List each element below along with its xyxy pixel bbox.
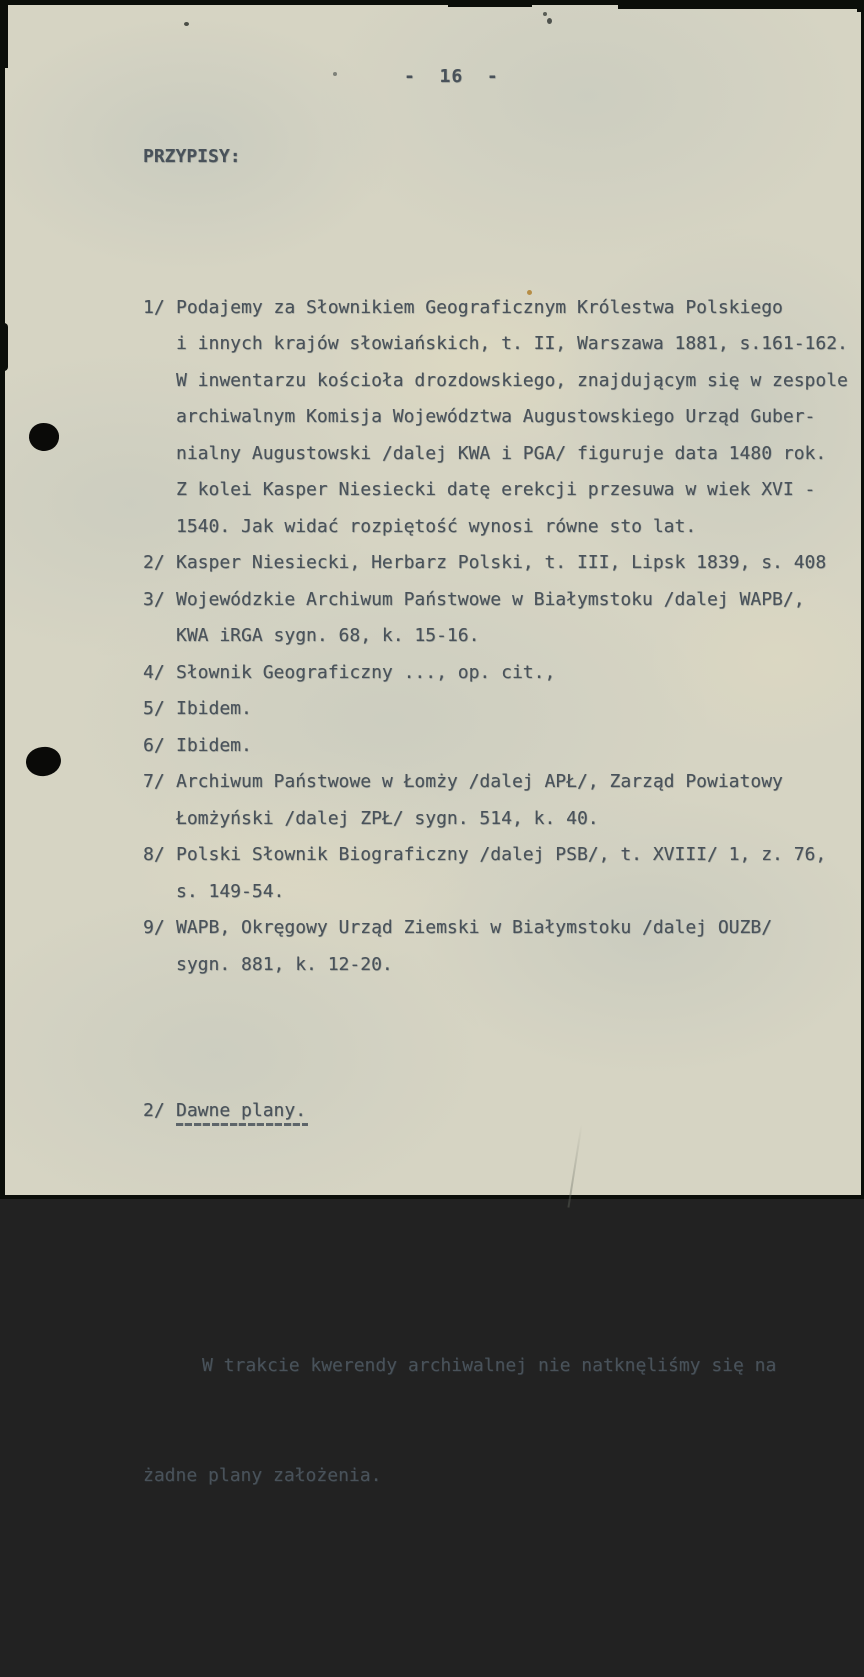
punch-hole (25, 745, 63, 777)
footnote (143, 837, 855, 910)
footnote-text (176, 691, 855, 728)
footnote-text (176, 910, 855, 983)
page-number: - 16 - (404, 66, 499, 87)
footnote (143, 691, 855, 728)
footnotes-heading: PRZYPISY: (143, 146, 241, 167)
footnote (143, 728, 855, 765)
section-number: 2/ (143, 1099, 165, 1121)
scan-edge-right-top (857, 0, 864, 12)
footnote-number: 4/ (143, 661, 165, 683)
footnote-line: Wojewódzkie Archiwum Państwowe w Białymstoku /dalej WAPB/, (176, 588, 805, 610)
section-title: Dawne plany. (176, 1099, 307, 1121)
footnote-text (176, 837, 855, 910)
footnote-line: archiwalnym Komisja Województwa Augustowskiego Urząd Guber- (176, 406, 816, 427)
footnote-text (176, 582, 855, 655)
footnote (143, 910, 855, 983)
footnote (143, 545, 855, 582)
paper-speck (543, 12, 547, 16)
footnote-line: Kasper Niesiecki, Herbarz Polski, t. III, Lipsk 1839, s. 408 (176, 552, 827, 573)
footnote-list (143, 290, 855, 984)
scan-edge-top-right (618, 0, 864, 9)
footnote-line: Ibidem. (176, 734, 252, 756)
footnote (143, 290, 855, 546)
footnote (143, 655, 855, 692)
footnote-line: 1540. Jak widać rozpiętość wynosi równe sto lat. (176, 515, 697, 537)
punch-hole (27, 421, 61, 453)
footnote-line: s. 149-54. (176, 880, 285, 902)
footnote-line: Słownik Geograficzny ..., op. cit., (176, 661, 556, 683)
footnote-number: 6/ (143, 734, 165, 756)
footnote-number: 8/ (143, 844, 165, 865)
typewriter-underline (176, 1123, 308, 1126)
paragraph-line: W trakcie kwerendy archiwalnej nie natknęliśmy się na (202, 1355, 777, 1376)
footnote-number: 1/ (143, 296, 165, 318)
footnote-line: KWA iRGA sygn. 68, k. 15-16. (176, 625, 480, 646)
footnote-line: Łomżyński /dalej ZPŁ/ sygn. 514, k. 40. (176, 807, 599, 829)
footnote-line: sygn. 881, k. 12-20. (176, 953, 393, 975)
footnote (143, 582, 855, 655)
footnote-line: Podajemy za Słownikiem Geograficznym Królestwa Polskiego (176, 296, 783, 318)
footnote-line: nialny Augustowski /dalej KWA i PGA/ figuruje data 1480 rok. (176, 442, 827, 464)
section-heading (143, 1093, 855, 1130)
footnote-line: Polski Słownik Biograficzny /dalej PSB/, t. XVIII/ 1, z. 76, (176, 844, 827, 865)
footnote-line: Archiwum Państwowe w Łomży /dalej APŁ/, Zarząd Powiatowy (176, 771, 783, 792)
scan-edge-left-bulge (0, 323, 8, 371)
footnote-text (176, 290, 855, 546)
footnote-line: WAPB, Okręgowy Urząd Ziemski w Białymstoku /dalej OUZB/ (176, 917, 773, 938)
footnote-line: i innych krajów słowiańskich, t. II, Warszawa 1881, s.161-162. (176, 333, 848, 354)
footnote-number: 9/ (143, 917, 165, 938)
paper-speck (333, 72, 337, 76)
footnote-number: 2/ (143, 552, 165, 573)
footnote-text (176, 655, 855, 692)
paper-speck (547, 18, 552, 24)
footnote-number: 3/ (143, 588, 165, 610)
body-paragraph (143, 1275, 855, 1567)
scan-edge-left (0, 0, 5, 1199)
paragraph-line: żadne plany założenia. (143, 1464, 382, 1486)
footnote-line: Ibidem. (176, 698, 252, 719)
footnote-text (176, 764, 855, 837)
scan-edge-top-mid (448, 0, 532, 7)
text-block (143, 180, 855, 1677)
footnote-number: 7/ (143, 771, 165, 792)
footnote-line: Z kolei Kasper Niesiecki datę erekcji przesuwa w wiek XVI - (176, 479, 816, 500)
footnote-text (176, 545, 855, 582)
paper-speck (184, 22, 189, 26)
footnote (143, 764, 855, 837)
scan-edge-left-top (0, 0, 8, 68)
footnote-text (176, 728, 855, 765)
footnote-number: 5/ (143, 698, 165, 719)
footnote-line: W inwentarzu kościoła drozdowskiego, znajdującym się w zespole (176, 369, 848, 391)
